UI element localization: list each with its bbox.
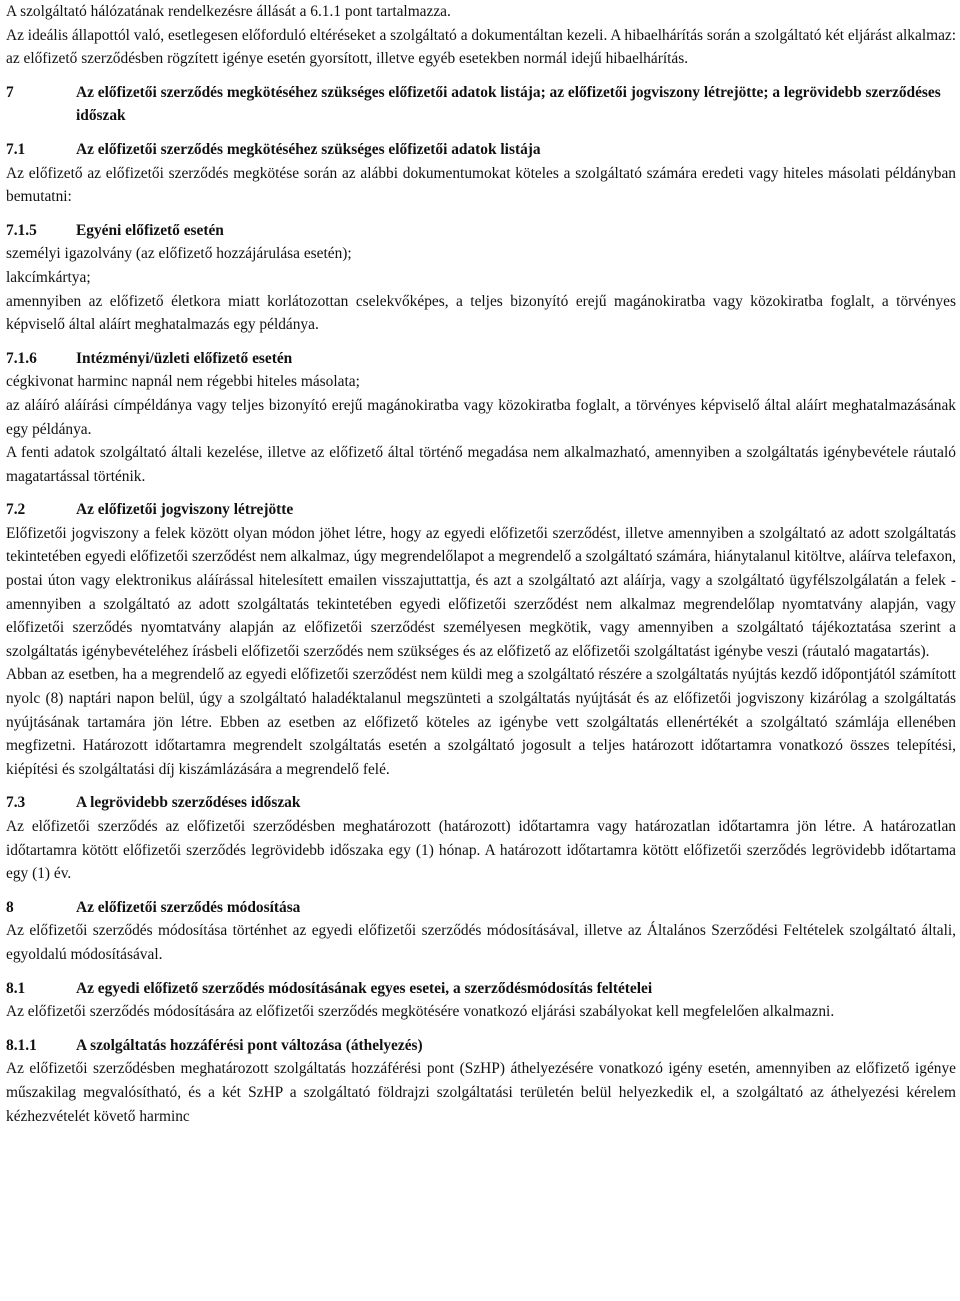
section-title: Intézményi/üzleti előfizető esetén [76, 349, 293, 367]
section-title: Az előfizetői szerződés módosítása [76, 898, 301, 916]
section-title: Az előfizetői szerződés megkötéséhez szükséges előfizetői adatok listája [76, 140, 541, 158]
section-7-2-heading [6, 498, 956, 522]
section-7-1-body: Az előfizető az előfizetői szerződés megkötése során az alábbi dokumentumokat köteles a szolgáltató számára eredeti vagy hiteles másolati példányban bemutatni: [6, 164, 956, 206]
paragraph: Az előfizetői szerződés módosítása történhet az egyedi előfizetői szerződés módosításával, illetve az Általános Szerződési Feltételek szolgáltató általi, egyoldalú módosításával. [6, 922, 956, 963]
paragraph: Az előfizetői szerződés az előfizetői szerződésben meghatározott (határozott) időtartamra vagy határozatlan időtartamra jön létre. A határozatlan időtartamra kötött előfizetői szerződés legrövidebb időszaka egy (1) hónap. A határozott időtartamra kötött előfizetői szerződés legrövidebb időtartama egy (1) év. [6, 818, 956, 883]
section-7-1-heading [6, 138, 956, 162]
paragraph: Az előfizetői szerződésben meghatározott szolgáltatás hozzáférési pont (SzHP) áthelyezésére vonatkozó igény esetén, amennyiben az előfizető igénye műszakilag megvalósítható, és a két SzHP a szolgáltató földrajzi szolgáltatási területén belül helyezkedik el, a szolgáltató az áthelyezési kérelem kézhezvételét követő harminc [6, 1060, 956, 1125]
section-title: A legrövidebb szerződéses időszak [76, 794, 301, 812]
section-number: 8 [6, 898, 14, 916]
list-item: amennyiben az előfizető életkora miatt korlátozottan cselekvőképes, a teljes bizonyító erejű magánokiratba vagy közokiratba foglalt, a törvényes képviselő által aláírt meghatalmazás egy példánya. [6, 292, 956, 334]
intro-paragraph: Az ideális állapottól való, esetlegesen előforduló eltéréseket a szolgáltató a dokumentáltan kezeli. A hibaelhárítás során a szolgáltató két eljárást alkalmaz: az előfizető szerződésben rögzített igénye esetén gyorsított, illetve egyéb esetekben normál idejű hibaelhárítás. [6, 26, 957, 68]
section-title: Az előfizetői jogviszony létrejötte [76, 501, 294, 519]
section-number: 7.1.5 [6, 221, 37, 239]
section-number: 7.3 [6, 794, 26, 812]
section-number: 7.1.6 [6, 349, 37, 367]
section-number: 8.1.1 [6, 1036, 37, 1054]
section-title: Egyéni előfizető esetén [76, 221, 224, 239]
section-number: 7.1 [6, 140, 26, 158]
intro-line-1: A szolgáltató hálózatának rendelkezésre állását a 6.1.1 pont tartalmazza. [6, 3, 451, 20]
section-number: 8.1 [6, 979, 26, 997]
list-item: az aláíró aláírási címpéldánya vagy teljes bizonyító erejű magánokiratba vagy közokiratba foglalt, a törvényes képviselő által aláírt meghatalmazásának egy példánya. [6, 396, 956, 438]
section-number: 7.2 [6, 501, 26, 519]
section-title: A szolgáltatás hozzáférési pont változása (áthelyezés) [76, 1036, 423, 1054]
list-item: személyi igazolvány (az előfizető hozzájárulása esetén); [6, 245, 352, 263]
section-7-1-5-heading [6, 219, 956, 243]
section-8-1-1-heading [6, 1034, 956, 1058]
list-item: cégkivonat harminc napnál nem régebbi hiteles másolata; [6, 373, 360, 391]
section-title: Az előfizetői szerződés megkötéséhez szükséges előfizetői adatok listája; az előfizetői jogviszony létrejötte; a legrövidebb szerződéses időszak [76, 83, 941, 125]
list-item: lakcímkártya; [6, 268, 91, 286]
section-title: Az egyedi előfizető szerződés módosításának egyes esetei, a szerződésmódosítás feltételei [76, 979, 653, 997]
section-7-heading [6, 81, 956, 128]
paragraph: Az előfizetői szerződés módosítására az előfizetői szerződés megkötésére vonatkozó eljárási szabályokat kell megfelelően alkalmazni. [6, 1003, 835, 1021]
section-7-3-heading [6, 791, 956, 815]
section-8-heading [6, 896, 956, 920]
section-8-1-heading [6, 977, 956, 1001]
section-number: 7 [6, 83, 14, 101]
paragraph: Abban az esetben, ha a megrendelő az egyedi előfizetői szerződést nem küldi meg a szolgáltató részére a szolgáltatás nyújtás kezdő időpontjától számított nyolc (8) naptári napon belül, úgy a szolgáltató haladéktalanul megszünteti a szolgáltatás nyújtását és az előfizetői jogviszony kizárólag a szolgáltatás nyújtásának tartamára jön létre. Ebben az esetben az előfizető köteles az igénybe vett szolgáltatás ellenértékét a szolgáltató számlája ellenében megfizetni. Határozott időtartamra megrendelt szolgáltatás esetén a szolgáltató jogosult a teljes határozott időtartamra vonatkozó összes telepítési, kiépítési és szolgáltatási díj kiszámlázására a megrendelő felé. [6, 666, 956, 778]
section-7-1-6-heading [6, 347, 956, 371]
paragraph: A fenti adatok szolgáltató általi kezelése, illetve az előfizető által történő megadása nem alkalmazható, amennyiben a szolgáltatás igénybevétele ráutaló magatartással történik. [6, 444, 956, 485]
paragraph: Előfizetői jogviszony a felek között olyan módon jöhet létre, hogy az egyedi előfizetői szerződést, illetve amennyiben a szolgáltató az adott szolgáltatás tekintetében egyedi előfizetői szerződést nem alkalmaz, úgy megrendelőlapot a megrendelő a szolgáltató számára, hiánytalanul kitöltve, aláírva telefaxon, postai úton vagy elektronikus aláírással hitelesített emailen visszajuttattja, és azt a szolgáltató azt aláírja, vagy a szolgáltató ügyfélszolgálatán a felek -amennyiben a szolgáltató az adott szolgáltatás tekintetében egyedi előfizetői szerződést nem alkalmaz megrendelőlap nyomtatvány alapján, vagy előfizetői szerződés nyomtatvány alapján az előfizetői szerződést személyesen megkötik, vagy amennyiben a szolgáltató tájékoztatása szerint a szolgáltatás igénybevételéhez írásbeli előfizetői szerződés nem szükséges és az előfizető az előfizetői szolgáltatást igénybe veszi (ráutaló magatartás). [6, 524, 956, 660]
